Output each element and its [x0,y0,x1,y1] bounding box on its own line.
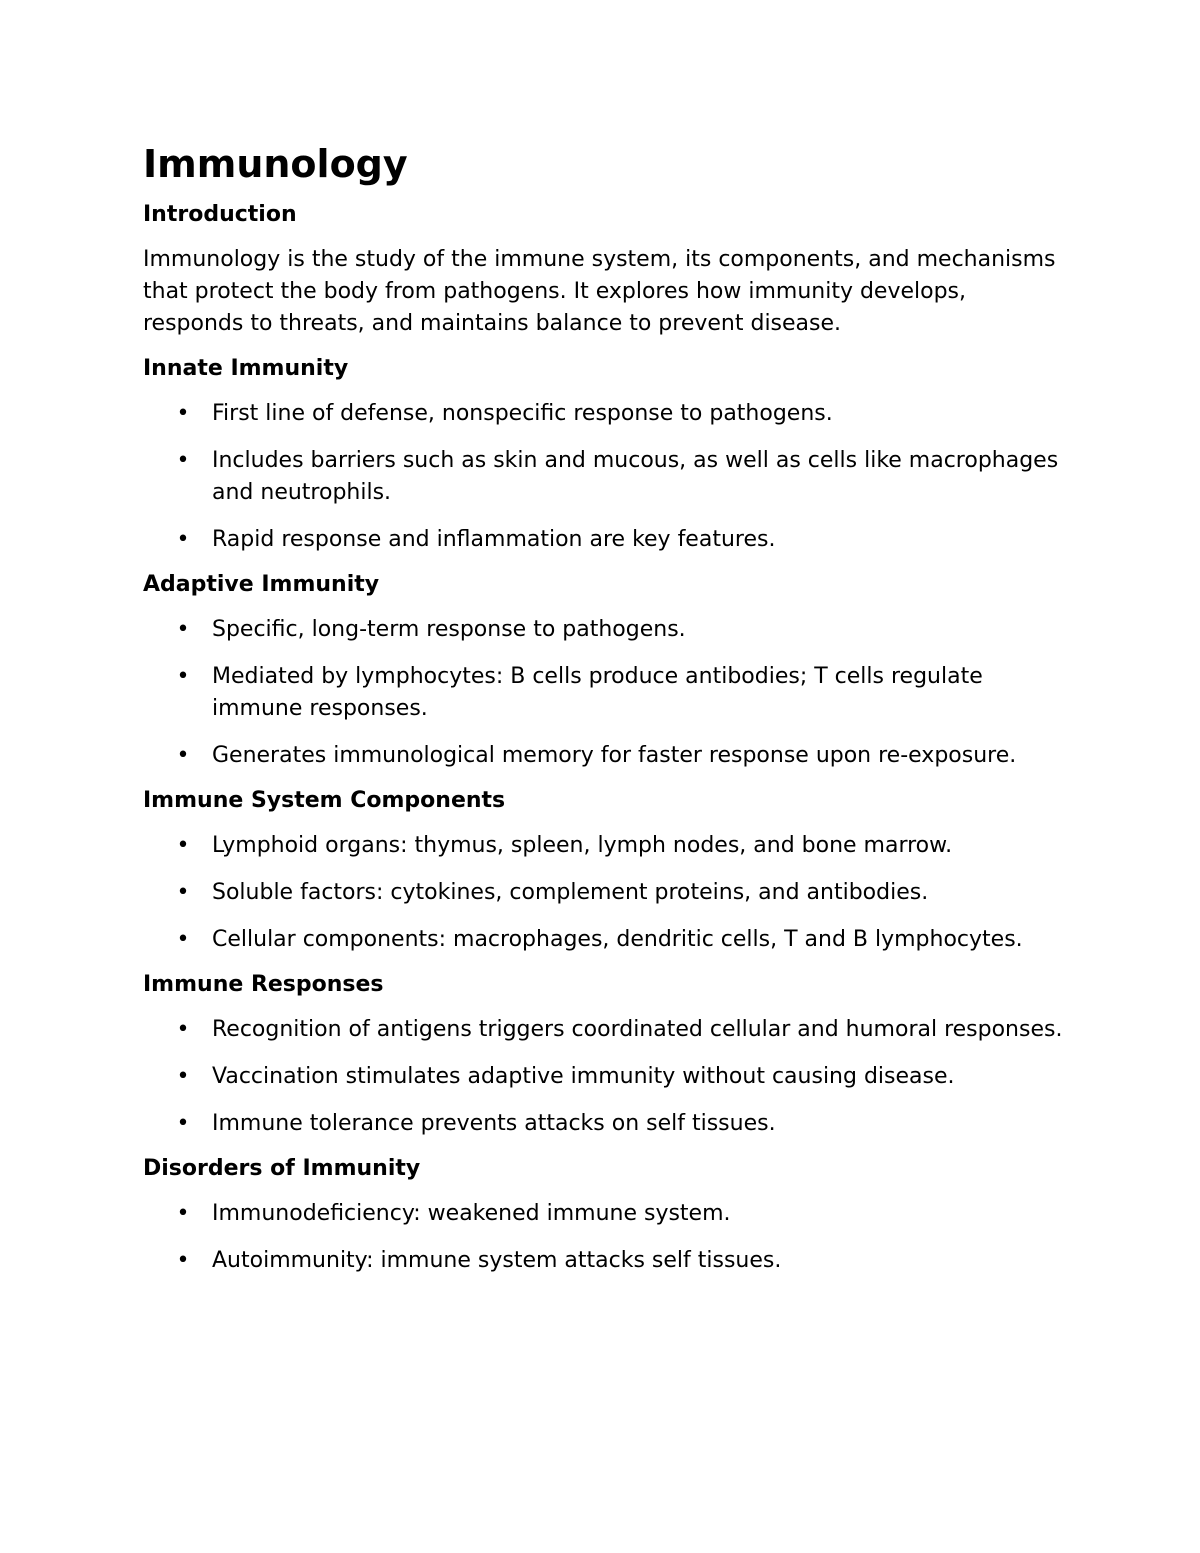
bullet-dot-icon: • [176,880,190,905]
list-item [143,661,1073,725]
bullet-list-disorders-of-immunity [143,1198,1073,1277]
list-item-text: Vaccination stimulates adaptive immunity without causing disease. [212,1064,955,1089]
list-item-text: Immunodeficiency: weakened immune system. [212,1201,731,1226]
bullet-dot-icon: • [176,833,190,858]
list-item [143,830,1073,862]
bullet-dot-icon: • [176,448,190,473]
list-item [143,398,1073,430]
bullet-dot-icon: • [176,1064,190,1089]
list-item-text: Immune tolerance prevents attacks on self tissues. [212,1111,776,1136]
bullet-list-innate-immunity [143,398,1073,556]
list-item [143,1198,1073,1230]
list-item-text: Generates immunological memory for faster response upon re-exposure. [212,743,1017,768]
list-item [143,1061,1073,1093]
section-heading-adaptive-immunity: Adaptive Immunity [143,572,380,597]
document-title: Immunology [143,142,408,186]
bullet-dot-icon: • [176,527,190,552]
bullet-dot-icon: • [176,1111,190,1136]
list-item [143,1245,1073,1277]
list-item [143,924,1073,956]
list-item [143,524,1073,556]
list-item-text: Lymphoid organs: thymus, spleen, lymph nodes, and bone marrow. [212,833,953,858]
section-heading-immune-system-components: Immune System Components [143,788,506,813]
list-item [143,1014,1073,1046]
bullet-dot-icon: • [176,743,190,768]
bullet-dot-icon: • [176,664,190,689]
bullet-dot-icon: • [176,617,190,642]
bullet-list-immune-system-components [143,830,1073,956]
bullet-dot-icon: • [176,1201,190,1226]
bullet-dot-icon: • [176,1248,190,1273]
list-item-text: Rapid response and inflammation are key features. [212,527,776,552]
list-item-text: Soluble factors: cytokines, complement proteins, and antibodies. [212,880,929,905]
list-item-text: Specific, long-term response to pathogens. [212,617,686,642]
bullet-dot-icon: • [176,401,190,426]
list-item [143,445,1073,509]
introduction-paragraph: Immunology is the study of the immune system, its components, and mechanisms that protect the body from pathogens. It explores how immunity develops, responds to threats, and maintains balance to prevent disease. [143,247,1056,336]
bullet-list-adaptive-immunity [143,614,1073,772]
bullet-dot-icon: • [176,927,190,952]
section-heading-immune-responses: Immune Responses [143,972,384,997]
section-heading-innate-immunity: Innate Immunity [143,356,349,381]
list-item [143,740,1073,772]
bullet-list-immune-responses [143,1014,1073,1140]
list-item-text: First line of defense, nonspecific response to pathogens. [212,401,833,426]
document-page [143,140,1073,1291]
list-item-text: Includes barriers such as skin and mucous, as well as cells like macrophages and neutrophils. [212,448,1059,505]
list-item-text: Cellular components: macrophages, dendritic cells, T and B lymphocytes. [212,927,1023,952]
list-item-text: Autoimmunity: immune system attacks self tissues. [212,1248,782,1273]
list-item-text: Mediated by lymphocytes: B cells produce antibodies; T cells regulate immune responses. [212,664,983,721]
bullet-dot-icon: • [176,1017,190,1042]
list-item [143,1108,1073,1140]
list-item [143,614,1073,646]
list-item-text: Recognition of antigens triggers coordinated cellular and humoral responses. [212,1017,1063,1042]
section-heading-introduction: Introduction [143,202,297,227]
list-item [143,877,1073,909]
section-heading-disorders-of-immunity: Disorders of Immunity [143,1156,421,1181]
